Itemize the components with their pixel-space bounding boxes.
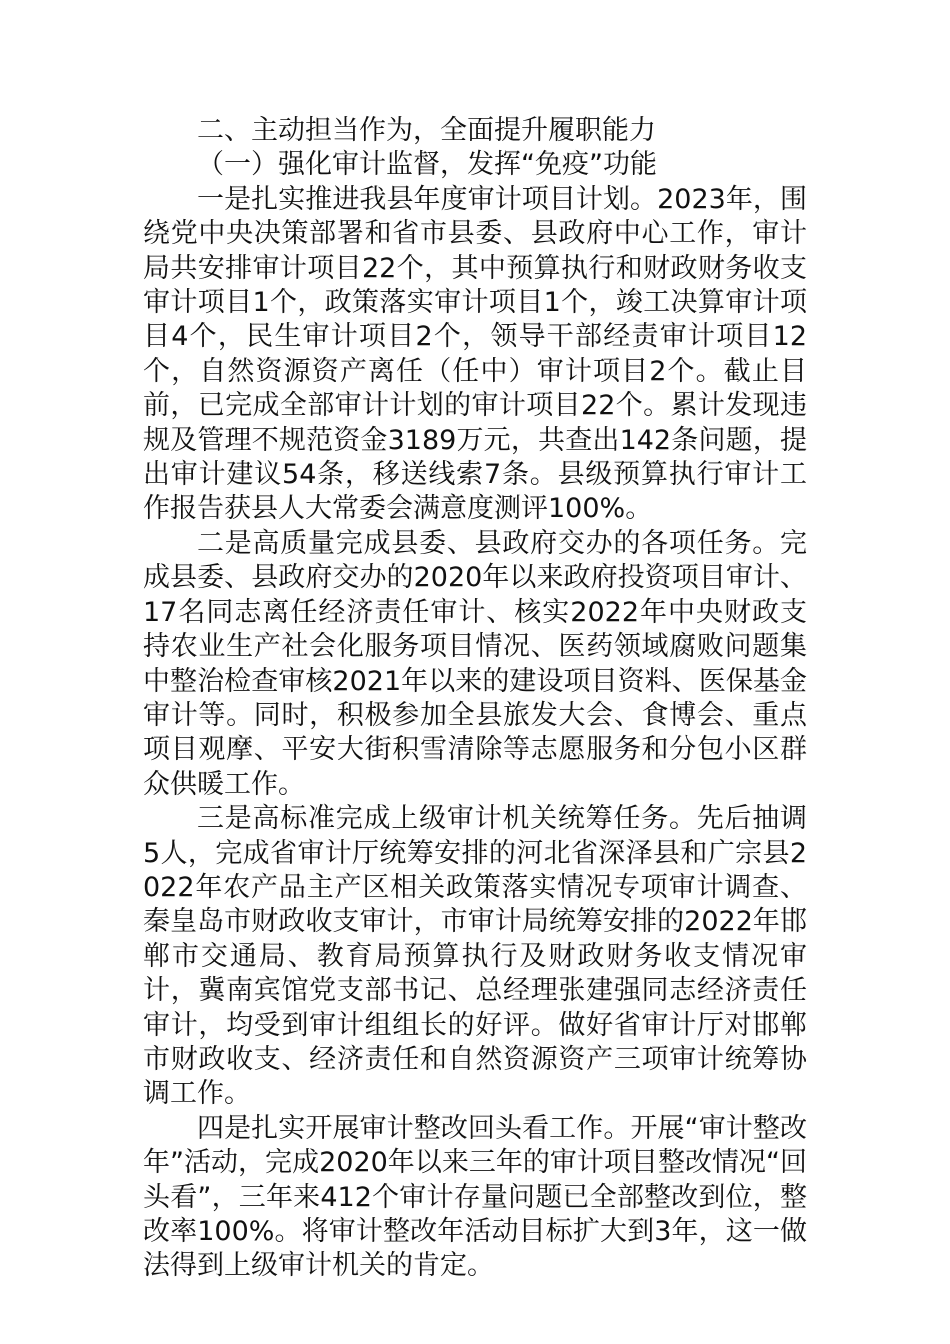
paragraph-superior-tasks: 三是高标准完成上级审计机关统筹任务。先后抽调5人，完成省审计厅统筹安排的河北省深泽县和广宗县2022年农产品主产区相关政策落实情况专项审计调查、秦皇岛市财政收支审计，市审计局统筹安排的2022年邯郸市交通局、教育局预算执行及财政财务收支情况审计，冀南宾馆党支部书记、总经理张建强同志经济责任审计，均受到审计组组长的好评。做好省审计厅对邯郸市财政收支、经济责任和自然资源资产三项审计统筹协调工作。 — [143, 803, 807, 1110]
paragraph-annual-audit-plan: 一是扎实推进我县年度审计项目计划。2023年，围绕党中央决策部署和省市县委、县政府中心工作，审计局共安排审计项目22个，其中预算执行和财政财务收支审计项目1个，政策落实审计项目1个，竣工决算审计项目4个，民生审计项目2个，领导干部经责审计项目12个，自然资源资产离任（任中）审计项目2个。截止目前，已完成全部审计计划的审计项目22个。累计发现违规及管理不规范资金3189万元，共查出142条问题，提出审计建议54条，移送线索7条。县级预算执行审计工作报告获县人大常委会满意度测评100%。 — [143, 183, 807, 525]
section-heading: 二、主动担当作为，全面提升履职能力 — [197, 115, 656, 146]
document-body — [143, 114, 807, 1284]
subsection-heading: （一）强化审计监督，发挥“免疫”功能 — [197, 149, 657, 181]
paragraph-county-tasks: 二是高质量完成县委、县政府交办的各项任务。完成县委、县政府交办的2020年以来政府投资项目审计、17名同志离任经济责任审计、核实2022年中央财政支持农业生产社会化服务项目情况、医药领域腐败问题集中整治检查审核2021年以来的建设项目资料、医保基金审计等。同时，积极参加全县旅发大会、食博会、重点项目观摩、平安大街积雪清除等志愿服务和分包小区群众供暖工作。 — [143, 527, 807, 800]
paragraph-rectification-review: 四是扎实开展审计整改回头看工作。开展“审计整改年”活动，完成2020年以来三年的审计项目整改情况“回头看”，三年来412个审计存量问题已全部整改到位，整改率100%。将审计整改年活动目标扩大到3年，这一做法得到上级审计机关的肯定。 — [143, 1112, 807, 1282]
